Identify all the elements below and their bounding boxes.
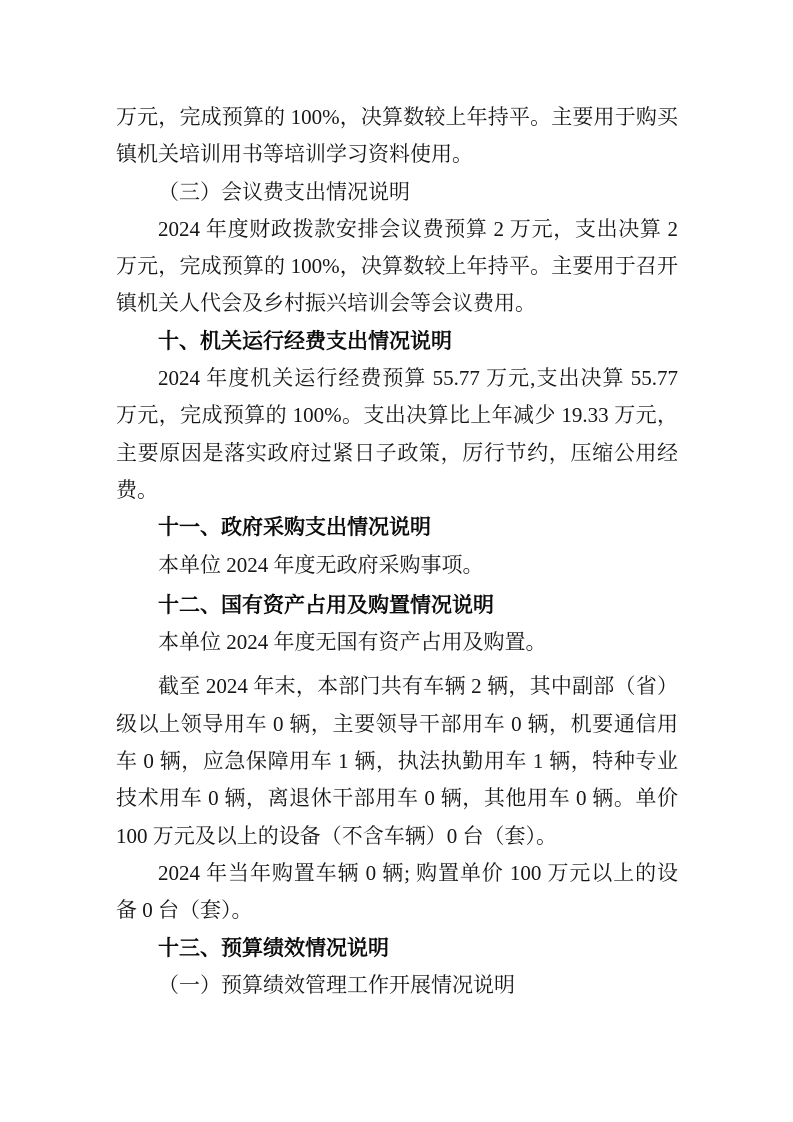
body-line: 截至 2024 年末，本部门共有车辆 2 辆，其中副部（省） [158, 674, 678, 699]
body-line: 万元，完成预算的 100%。支出决算比上年减少 19.33 万元， [116, 403, 678, 428]
body-line: 本单位 2024 年度无国有资产占用及购置。 [158, 630, 547, 655]
body-line: 万元，完成预算的 100%，决算数较上年持平。主要用于召开 [116, 254, 678, 279]
body-line: 费。 [116, 477, 158, 502]
body-line: 万元，完成预算的 100%，决算数较上年持平。主要用于购买 [116, 105, 678, 129]
body-line: 备 0 台（套）。 [116, 898, 253, 923]
body-line: 技术用车 0 辆，离退休干部用车 0 辆，其他用车 0 辆。单价 [116, 786, 678, 811]
body-line: 镇机关人代会及乡村振兴培训会等会议费用。 [116, 291, 536, 316]
subheading-meeting-fees: （三）会议费支出情况说明 [158, 179, 410, 204]
heading-state-owned-assets: 十二、国有资产占用及购置情况说明 [158, 593, 494, 617]
heading-organ-operating-costs: 十、机关运行经费支出情况说明 [158, 329, 452, 353]
body-line: 2024 年当年购置车辆 0 辆; 购置单价 100 万元以上的设 [158, 860, 678, 885]
subheading-performance-management: （一）预算绩效管理工作开展情况说明 [158, 972, 515, 997]
heading-budget-performance: 十三、预算绩效情况说明 [158, 936, 389, 960]
body-line: 100 万元及以上的设备（不含车辆）0 台（套）。 [116, 823, 557, 848]
body-line: 镇机关培训用书等培训学习资料使用。 [116, 142, 473, 167]
body-line: 2024 年度机关运行经费预算 55.77 万元,支出决算 55.77 [158, 366, 678, 391]
body-line: 主要原因是落实政府过紧日子政策，厉行节约，压缩公用经 [116, 440, 678, 465]
body-line: 级以上领导用车 0 辆，主要领导干部用车 0 辆，机要通信用 [116, 711, 678, 736]
body-line: 本单位 2024 年度无政府采购事项。 [158, 552, 484, 577]
body-line: 车 0 辆，应急保障用车 1 辆，执法执勤用车 1 辆，特种专业 [116, 749, 678, 774]
document-body [116, 99, 678, 1004]
heading-government-procurement: 十一、政府采购支出情况说明 [158, 516, 431, 540]
body-line: 2024 年度财政拨款安排会议费预算 2 万元，支出决算 2 [158, 216, 678, 241]
